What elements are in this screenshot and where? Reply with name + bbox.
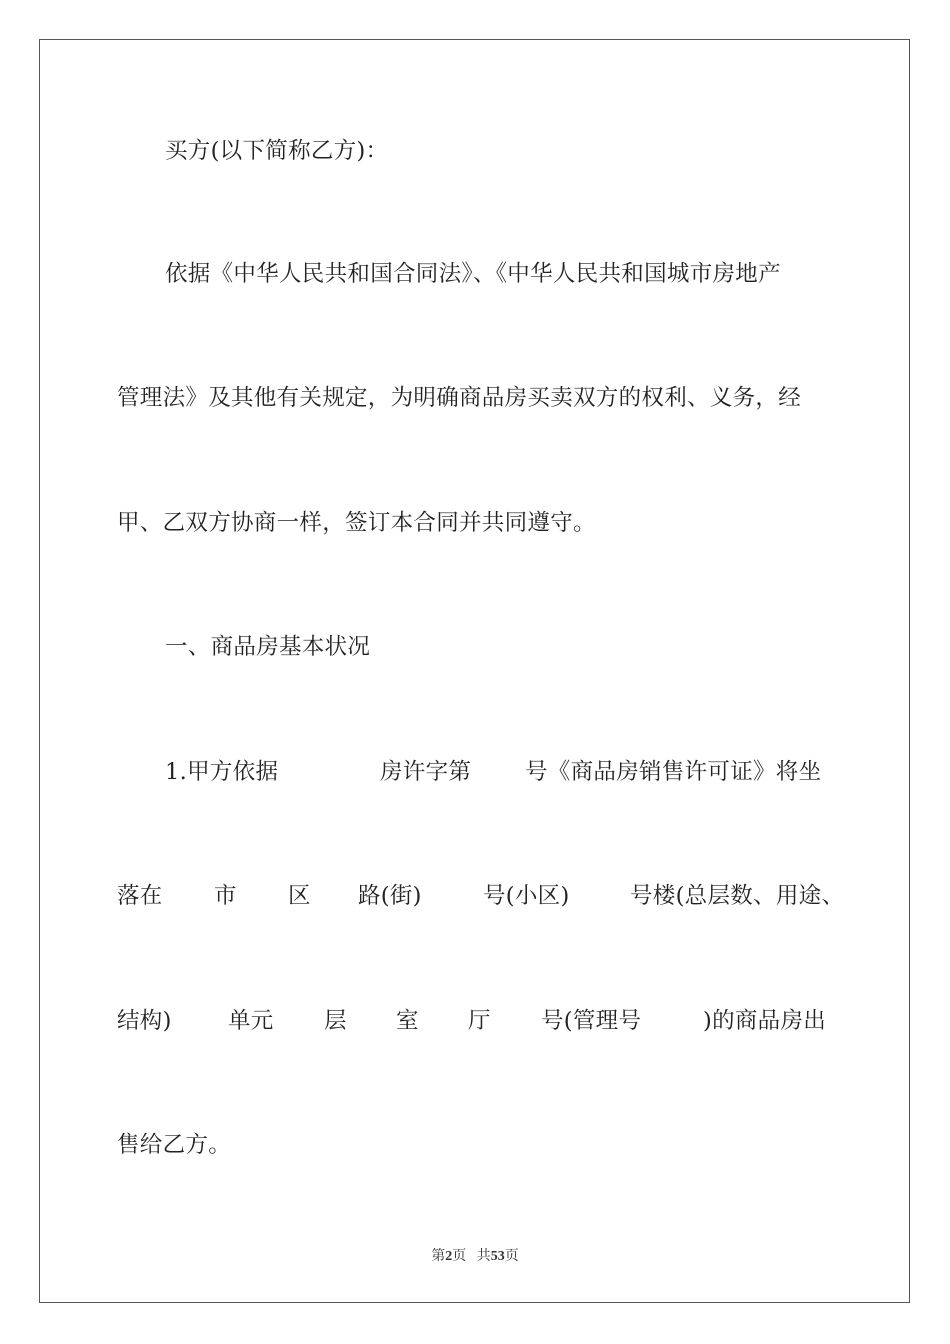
- page-footer: 第2页 共53页: [431, 1249, 519, 1264]
- current-page-number: 2: [445, 1249, 453, 1264]
- total-page-number: 53: [490, 1249, 505, 1264]
- paragraph-line-basis-3: 甲、乙双方协商一样，签订本合同并共同遵守。: [117, 510, 596, 536]
- paragraph-line-basis-2: 管理法》及其他有关规定，为明确商品房买卖双方的权利、义务，经: [117, 385, 802, 411]
- clause-line-4: 售给乙方。: [117, 1132, 232, 1158]
- page-border: [39, 39, 910, 1303]
- paragraph-line-buyer: 买方(以下简称乙方)：: [165, 138, 389, 164]
- clause-line-1: 1.甲方依据 房许字第 号《商品房销售许可证》将坐: [165, 759, 822, 785]
- clause-line-2: 落在 市 区 路(街) 号(小区) 号楼(总层数、用途、: [117, 883, 845, 909]
- paragraph-line-basis-1: 依据《中华人民共和国合同法》、《中华人民共和国城市房地产: [165, 261, 781, 287]
- section-heading: 一、商品房基本状况: [165, 634, 371, 660]
- clause-line-3: 结构) 单元 层 室 厅 号(管理号 )的商品房出: [117, 1008, 827, 1034]
